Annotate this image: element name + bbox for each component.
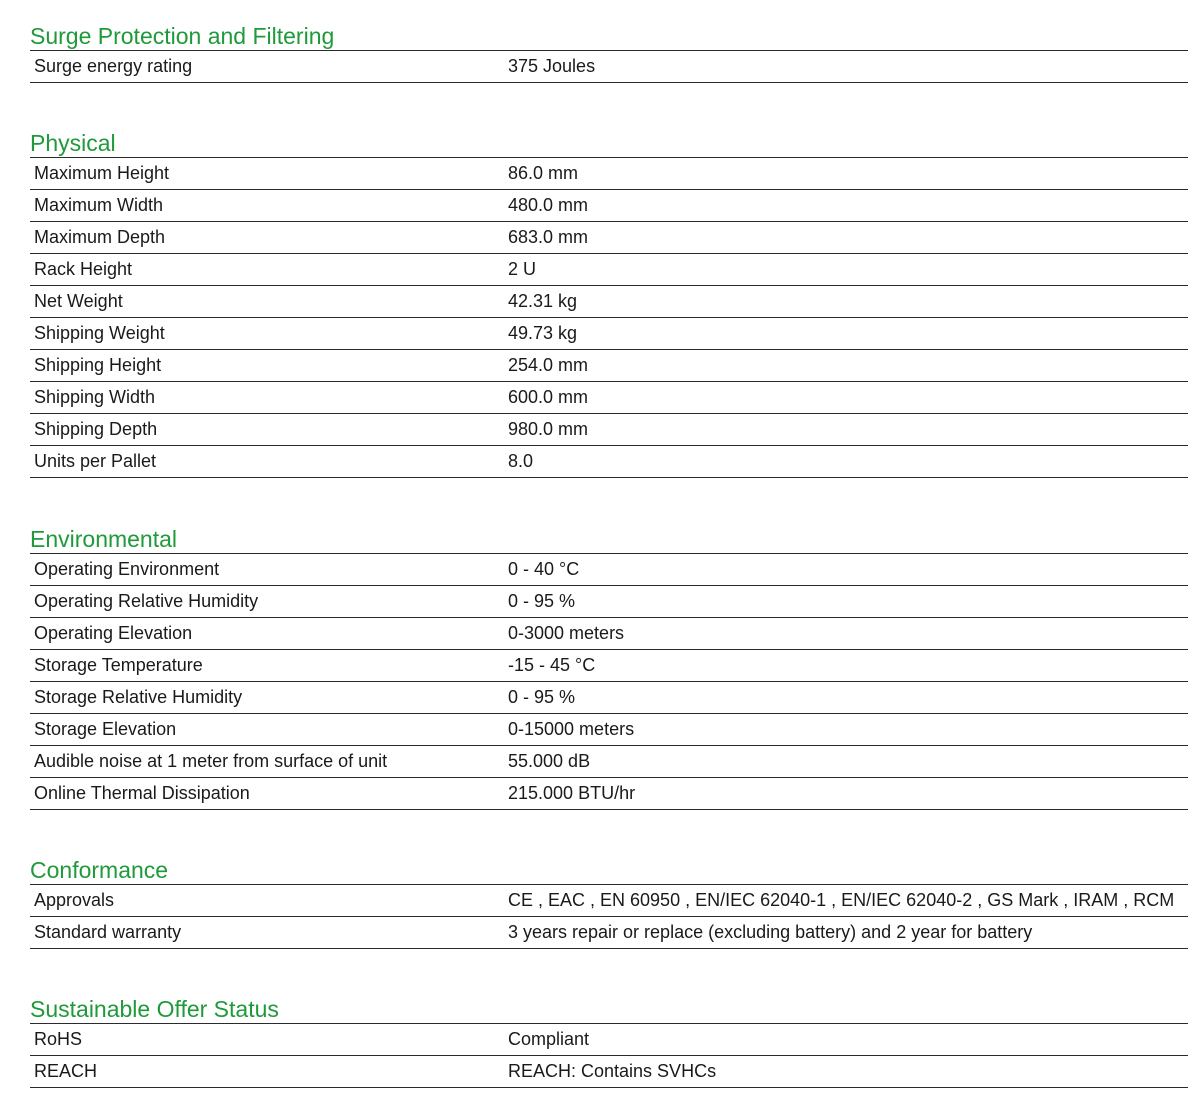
row-value: 480.0 mm — [508, 195, 589, 215]
table-row — [30, 618, 1188, 650]
section-title: Physical — [30, 130, 116, 156]
table-row — [30, 51, 1188, 83]
row-value: 8.0 — [508, 451, 534, 471]
row-value: 86.0 mm — [508, 163, 579, 183]
row-label: Operating Environment — [34, 559, 220, 579]
row-label: RoHS — [34, 1029, 83, 1049]
row-label: Audible noise at 1 meter from surface of unit — [34, 751, 388, 771]
table-row — [30, 885, 1188, 917]
row-label: Storage Elevation — [34, 719, 177, 739]
row-label: Storage Relative Humidity — [34, 687, 243, 707]
row-label: Rack Height — [34, 259, 133, 279]
row-value: 0-15000 meters — [508, 719, 635, 739]
table-row — [30, 554, 1188, 586]
row-value: 49.73 kg — [508, 323, 578, 343]
table-row — [30, 190, 1188, 222]
row-label: Shipping Height — [34, 355, 162, 375]
section-environmental — [30, 525, 1188, 810]
row-label: Units per Pallet — [34, 451, 157, 471]
row-label: Maximum Width — [34, 195, 164, 215]
row-label: Storage Temperature — [34, 655, 203, 675]
table-row — [30, 714, 1188, 746]
row-value: 600.0 mm — [508, 387, 589, 407]
section-sustainable-offer-status — [30, 995, 1188, 1088]
spec-table — [30, 884, 1188, 949]
row-label: Shipping Width — [34, 387, 156, 407]
row-value: 0 - 95 % — [508, 591, 576, 611]
row-label: Maximum Depth — [34, 227, 166, 247]
section-title: Surge Protection and Filtering — [30, 23, 335, 49]
section-title: Sustainable Offer Status — [30, 996, 279, 1022]
row-label: Maximum Height — [34, 163, 170, 183]
row-value: 55.000 dB — [508, 751, 591, 771]
row-value: 0 - 40 °C — [508, 559, 580, 579]
row-value: 683.0 mm — [508, 227, 589, 247]
table-row — [30, 682, 1188, 714]
table-row — [30, 746, 1188, 778]
table-row — [30, 778, 1188, 810]
table-row — [30, 222, 1188, 254]
table-row — [30, 382, 1188, 414]
row-value: 2 U — [508, 259, 537, 279]
row-label: Net Weight — [34, 291, 123, 311]
table-row — [30, 158, 1188, 190]
section-surge-protection — [30, 22, 1188, 83]
section-conformance — [30, 856, 1188, 949]
table-row — [30, 446, 1188, 478]
row-value: 3 years repair or replace (excluding battery) and 2 year for battery — [508, 922, 1033, 942]
row-value: 215.000 BTU/hr — [508, 783, 636, 803]
table-row — [30, 1024, 1188, 1056]
row-value: 980.0 mm — [508, 419, 589, 439]
row-label: Standard warranty — [34, 922, 182, 942]
row-label: Surge energy rating — [34, 56, 193, 76]
row-value: Compliant — [508, 1029, 590, 1049]
table-row — [30, 586, 1188, 618]
section-title: Environmental — [30, 526, 178, 552]
section-title: Conformance — [30, 857, 169, 883]
row-label: Shipping Weight — [34, 323, 165, 343]
row-label: Operating Relative Humidity — [34, 591, 259, 611]
spec-table — [30, 1023, 1188, 1088]
table-row — [30, 318, 1188, 350]
row-label: Online Thermal Dissipation — [34, 783, 250, 803]
row-label: REACH — [34, 1061, 98, 1081]
table-row — [30, 254, 1188, 286]
spec-table — [30, 50, 1188, 83]
row-label: Approvals — [34, 890, 115, 910]
spec-table — [30, 553, 1188, 810]
section-physical — [30, 129, 1188, 478]
table-row — [30, 286, 1188, 318]
table-row — [30, 650, 1188, 682]
row-value: CE , EAC , EN 60950 , EN/IEC 62040-1 , EN/IEC 62040-2 , GS Mark , IRAM , RCM — [508, 890, 1175, 910]
row-value: REACH: Contains SVHCs — [508, 1061, 717, 1081]
table-row — [30, 350, 1188, 382]
row-value: 254.0 mm — [508, 355, 589, 375]
row-value: 0-3000 meters — [508, 623, 625, 643]
table-row — [30, 1056, 1188, 1088]
row-value: 375 Joules — [508, 56, 596, 76]
spec-table — [30, 157, 1188, 478]
table-row — [30, 917, 1188, 949]
row-label: Shipping Depth — [34, 419, 158, 439]
row-value: 0 - 95 % — [508, 687, 576, 707]
row-value: 42.31 kg — [508, 291, 578, 311]
table-row — [30, 414, 1188, 446]
row-value: -15 - 45 °C — [508, 655, 596, 675]
row-label: Operating Elevation — [34, 623, 193, 643]
